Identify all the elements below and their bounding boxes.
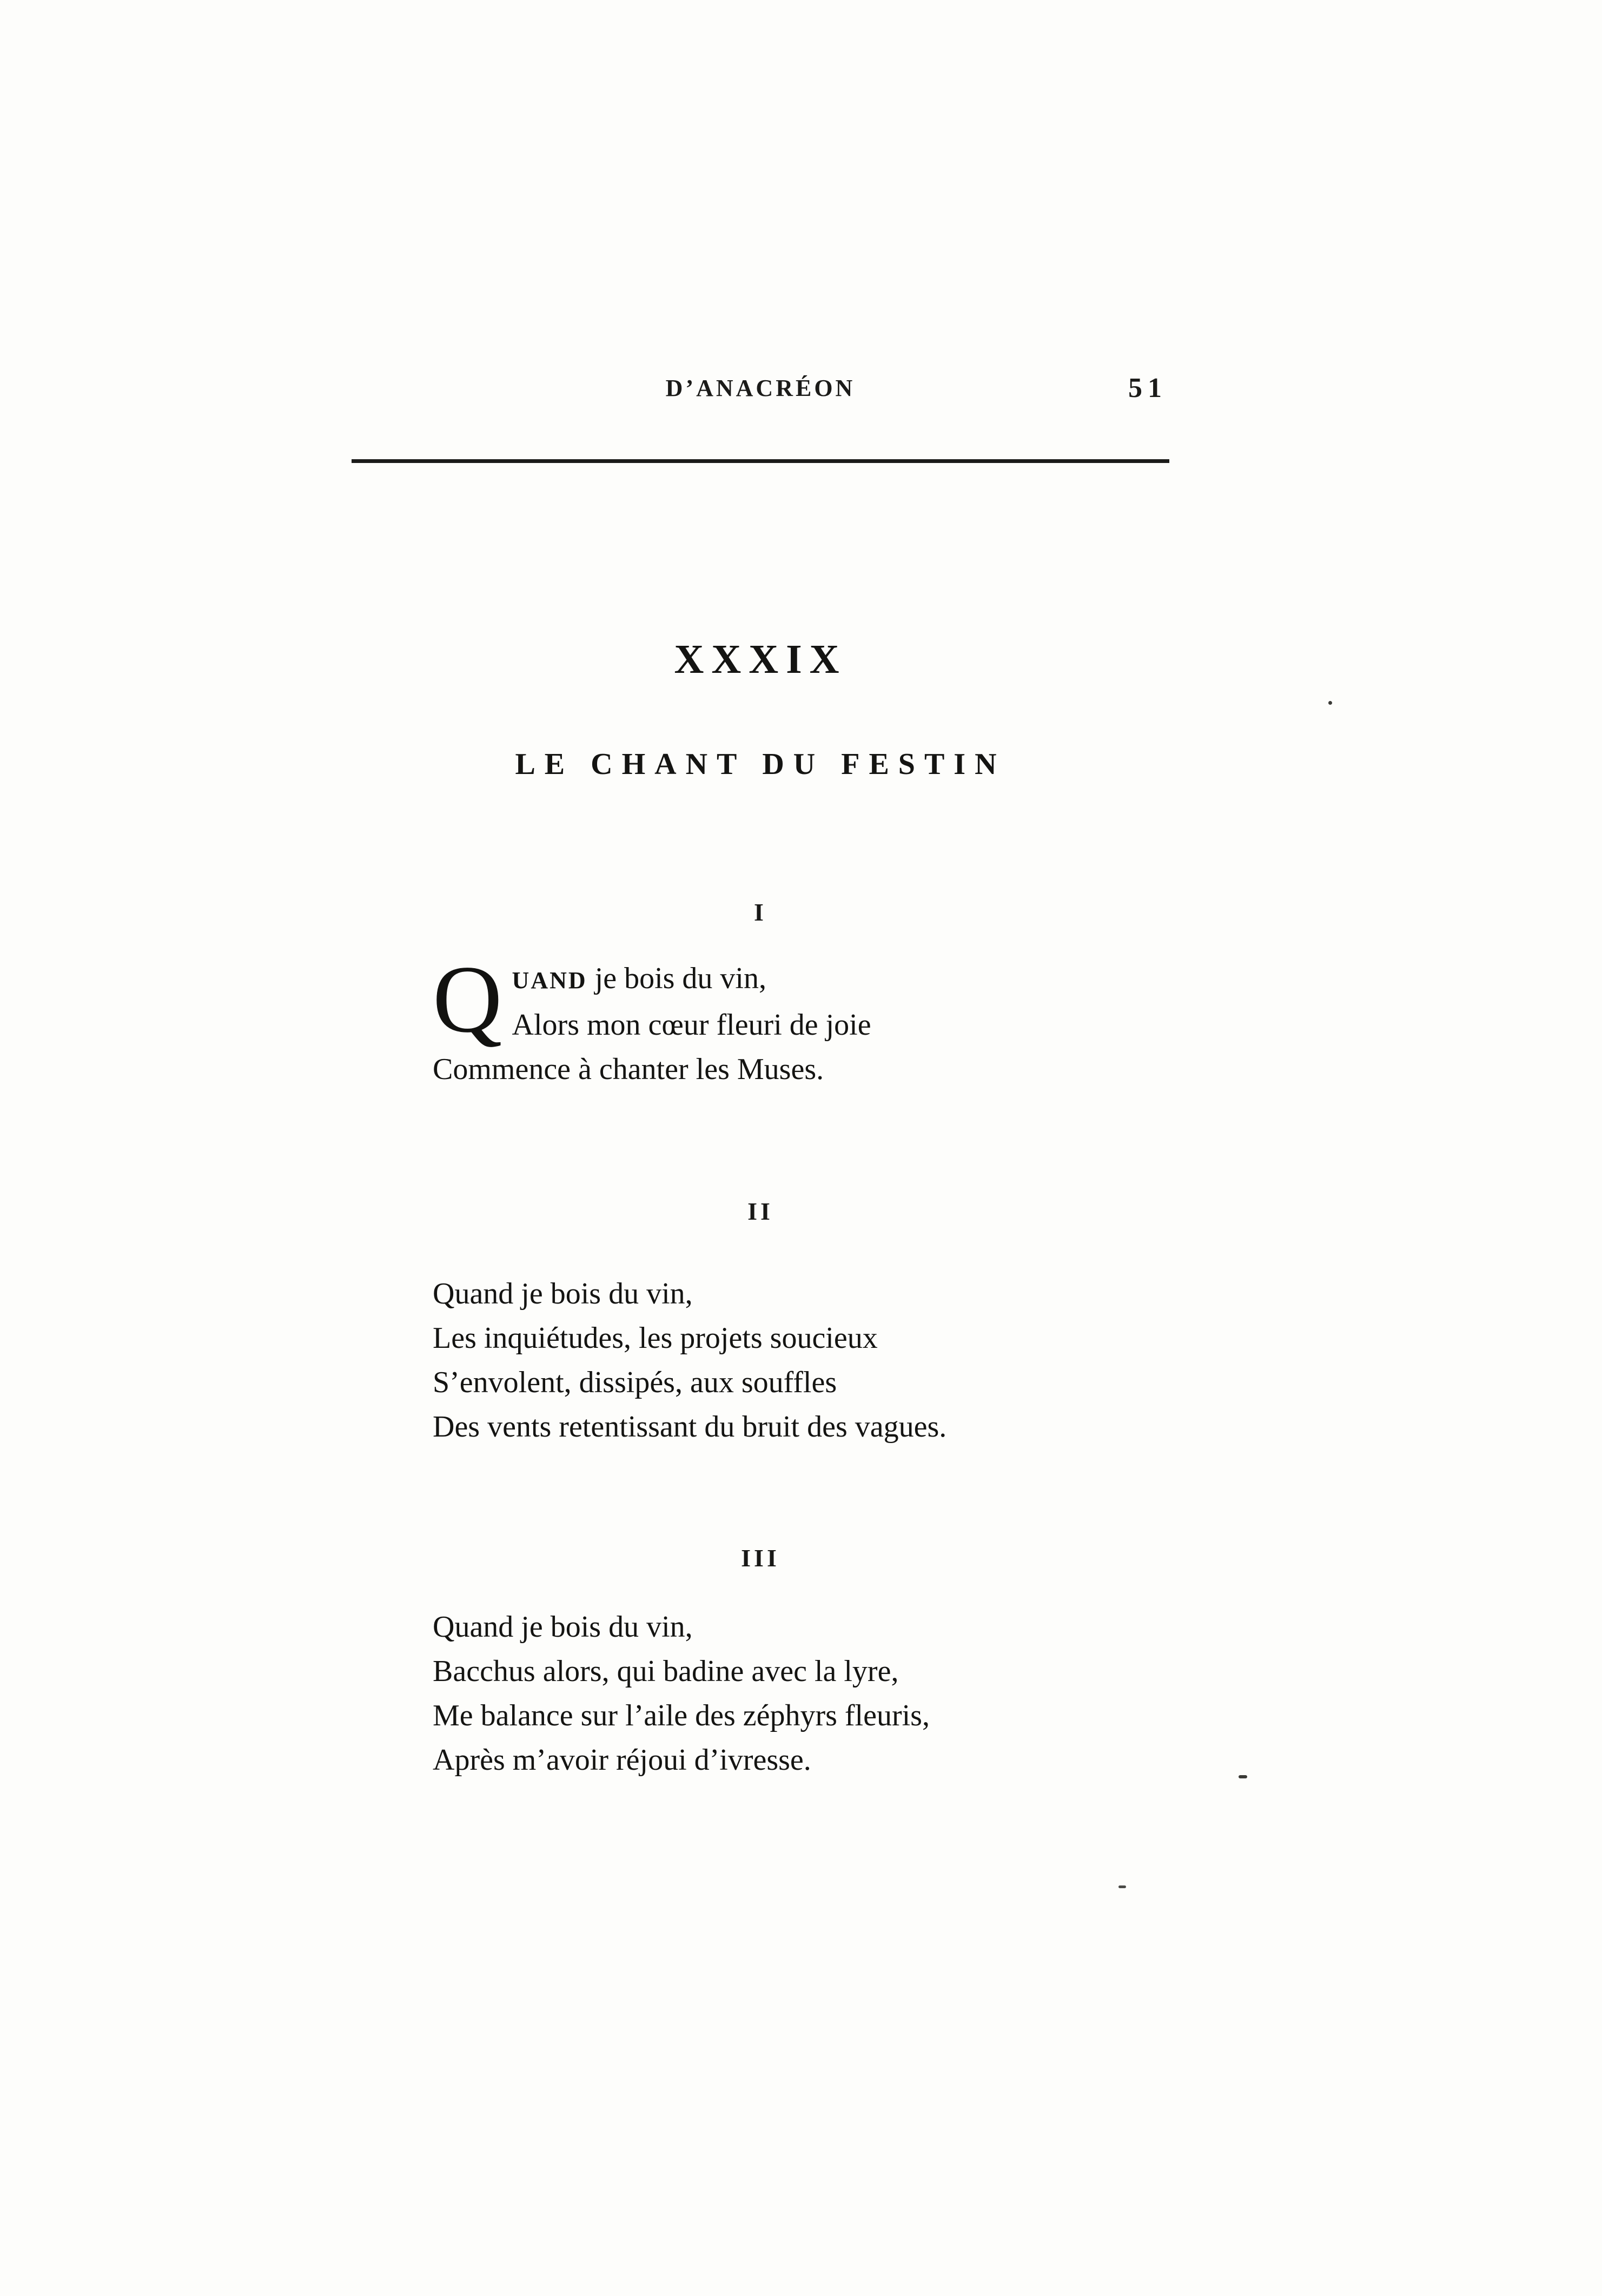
stanza-line: Alors mon cœur fleuri de joie (512, 1008, 871, 1042)
header-rule (352, 459, 1169, 463)
stanza-line: S’envolent, dissipés, aux souffles (433, 1366, 837, 1399)
stanza-line: Commence à chanter les Muses. (433, 1053, 824, 1086)
dropcap-smallcaps: UAND (512, 967, 587, 994)
chapter-title: LE CHANT DU FESTIN (515, 747, 1006, 781)
stanza-line: Quand je bois du vin, (433, 1610, 693, 1644)
dropcap-letter: Q (433, 945, 502, 1053)
chapter-number: XXXIX (674, 637, 847, 682)
stanza-line: Les inquiétudes, les projets soucieux (433, 1321, 878, 1355)
scan-speck (1328, 701, 1332, 705)
stanza-numeral: II (747, 1197, 773, 1225)
stanza-line: Après m’avoir réjoui d’ivresse. (433, 1743, 811, 1777)
page-content (352, 0, 1169, 1782)
stanza-line-text: je bois du vin, (587, 962, 766, 995)
page-number: 51 (1128, 373, 1167, 403)
stanza-line: Me balance sur l’aile des zéphyrs fleuris, (433, 1699, 930, 1732)
stanza (433, 1605, 1152, 1782)
stanza-numeral: III (741, 1544, 780, 1572)
stanza-line (433, 956, 1152, 1003)
stanza (433, 945, 1152, 1091)
scan-speck (1118, 1885, 1126, 1888)
page-header (352, 374, 1169, 408)
stanza-line: Des vents retentissant du bruit des vagues. (433, 1410, 947, 1444)
running-head-title: D’ANACRÉON (665, 375, 856, 401)
stanza (433, 1272, 1152, 1449)
stanza-line: Quand je bois du vin, (433, 1277, 693, 1311)
stanza-numeral: I (754, 898, 767, 926)
stanza-line: Bacchus alors, qui badine avec la lyre, (433, 1655, 899, 1688)
scan-speck (1239, 1775, 1247, 1778)
